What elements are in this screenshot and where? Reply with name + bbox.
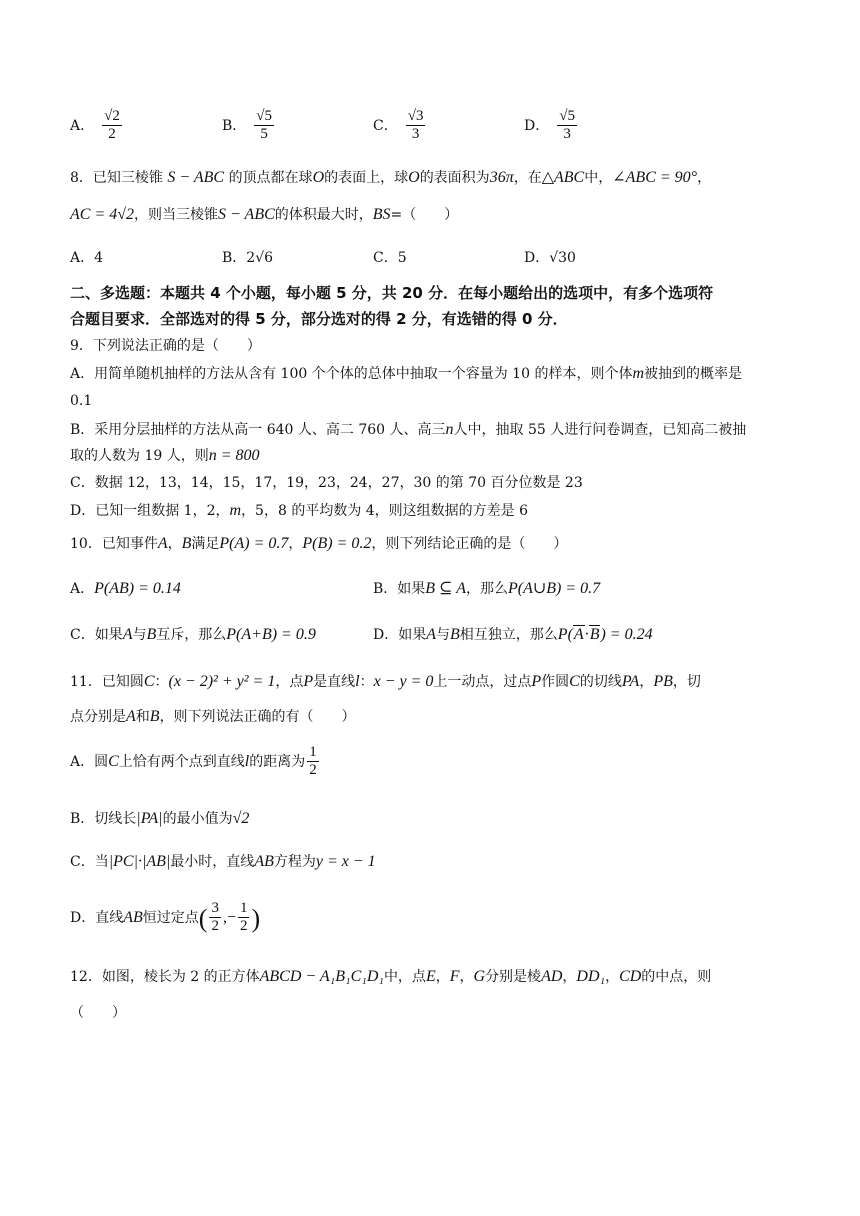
q11-text: ，则下列说法正确的有（ ）: [159, 709, 356, 725]
q7-option-c-denominator: 3: [411, 126, 420, 143]
q10-text: B．如果: [373, 581, 426, 597]
q9-math: m: [632, 365, 645, 382]
q11-option-d-separator: ,−: [222, 908, 236, 926]
q8-text: ，: [697, 170, 712, 186]
q10-stem: [70, 534, 567, 555]
q10-text: ，则下列结论正确的是（ ）: [371, 536, 568, 552]
q7-option-d-label: D．: [524, 117, 550, 134]
q11-text: ：: [154, 674, 169, 690]
q8-math: S − ABC: [218, 206, 275, 223]
q9-math: n = 800: [208, 447, 260, 464]
q12-text: 分别是棱: [485, 969, 542, 985]
q11-math: PB: [653, 673, 673, 690]
q12-math: E: [425, 968, 436, 985]
q11-option-d-denominator-1: 2: [211, 918, 219, 935]
q10-text: 与: [132, 627, 147, 643]
q11-math: C: [108, 752, 119, 770]
q12-text: ，: [435, 969, 450, 985]
q11-text: ，点: [275, 674, 304, 690]
q7-option-a-denominator: 2: [108, 126, 116, 143]
q12-math: F: [449, 968, 460, 985]
q11-math: l: [244, 752, 250, 770]
q10-math: P(A+B) = 0.9: [226, 626, 316, 643]
q10-math-complement: A: [573, 626, 584, 643]
q10-math-complement: B: [589, 626, 600, 643]
q11-math: P: [303, 673, 314, 690]
q10-option-d: [373, 624, 653, 644]
q11-text: 作圆: [541, 674, 570, 690]
q8-text: 已知三棱锥: [92, 170, 163, 186]
section2-heading-line2: 合题目要求．全部选对的得 5 分，部分选对的得 2 分，有选错的得 0 分．: [70, 310, 568, 328]
q11-text: ：: [359, 674, 374, 690]
q8-math: O: [312, 169, 325, 186]
section2-heading-line1: 二、多选题：本题共 4 个小题，每小题 5 分，共 20 分．在每小题给出的选项中，有多个选项符: [70, 284, 714, 302]
q9-option-b-line1: [70, 420, 746, 441]
q11-option-b: [70, 809, 249, 830]
q8-text: ，在: [513, 170, 542, 186]
q11-text: ，切: [672, 674, 701, 690]
q7-option-a-numerator: √2: [102, 108, 122, 126]
q8-math: △ABC: [541, 169, 585, 186]
q11-math: |PC|·|AB|: [108, 853, 171, 870]
q11-math: l: [355, 673, 360, 690]
q11-text: B．切线长: [70, 811, 137, 827]
q9-text: 被抽到的概率是: [644, 366, 743, 382]
q8-stem-line1: [70, 168, 711, 189]
q11-math: C: [569, 673, 580, 690]
q9-stem: 9．下列说法正确的是（ ）: [70, 338, 261, 354]
q11-math: AB: [123, 908, 143, 926]
q10-text: 相互独立，那么: [459, 627, 558, 643]
q11-math: x − y = 0: [373, 673, 434, 690]
q8-number: 8．: [70, 170, 93, 186]
q11-option-d-numerator-1: 3: [209, 900, 221, 918]
q11-text: 的最小值为: [162, 811, 233, 827]
q11-text: 11．已知圆: [70, 674, 144, 690]
q9-option-b-line2: [70, 446, 260, 467]
q8-text: 的体积最大时，: [274, 207, 373, 223]
q8-math: AC = 4√2: [70, 206, 135, 223]
q7-option-a-label: A．: [70, 117, 95, 134]
q10-text: C．如果: [70, 627, 123, 643]
q11-option-d-fraction-1: [209, 900, 221, 936]
q11-option-d-fraction-2: [238, 900, 250, 936]
q11-text: 点分别是: [70, 709, 126, 725]
q10-option-a: [70, 578, 181, 598]
q7-option-d-numerator: √5: [557, 108, 577, 126]
q9-option-c: C．数据 12，13，14，15，17，19，23，24，27，30 的第 70 百分位数是 23: [70, 475, 583, 491]
q7-option-b: [222, 108, 276, 144]
q7-option-c-numerator: √3: [406, 108, 426, 126]
q9-option-a-line2: 0.1: [70, 393, 93, 409]
q7-option-c-label: C．: [373, 117, 398, 134]
q8-option-a: A．4: [70, 250, 104, 266]
q10-math: B: [181, 535, 192, 552]
q7-option-b-label: B．: [222, 117, 247, 134]
q7-option-d-fraction: [557, 108, 577, 144]
q8-text: 的表面上，球: [324, 170, 409, 186]
q11-option-a-fraction: [307, 744, 319, 780]
q10-option-b: [373, 578, 600, 598]
q7-option-b-numerator: √5: [254, 108, 274, 126]
q7-option-d: [524, 108, 579, 144]
q10-option-a-math: P(AB) = 0.14: [94, 580, 181, 597]
q10-text: 与: [436, 627, 451, 643]
q11-text: 最小时，直线: [170, 854, 255, 870]
q11-math: √2: [232, 810, 250, 827]
q10-math: P(A) = 0.7: [219, 535, 289, 552]
q10-math: P(B) = 0.2: [302, 535, 372, 552]
q11-option-d: [70, 900, 260, 936]
q11-option-c: [70, 852, 376, 873]
q8-math: O: [408, 169, 420, 186]
q10-math: P(: [557, 626, 573, 643]
q10-math: ·: [584, 626, 589, 643]
q11-text: 上恰有两个点到直线: [118, 753, 245, 770]
q9-math: m: [229, 502, 242, 519]
q11-math: PA: [621, 673, 640, 690]
q11-math: B: [149, 708, 160, 725]
q9-text: ，5，8 的平均数为 4，则这组数据的方差是 6: [241, 503, 529, 519]
q11-option-d-numerator-2: 1: [238, 900, 250, 918]
q10-math: B: [146, 626, 157, 643]
q11-math: AB: [254, 853, 274, 870]
q8-text: ，则当三棱锥: [134, 207, 219, 223]
q11-option-d-denominator-2: 2: [239, 918, 248, 935]
q7-option-c-fraction: [406, 108, 426, 144]
q11-math: C: [143, 673, 155, 690]
q11-text: 恒过定点: [142, 909, 199, 926]
q11-stem-line1: [70, 672, 701, 693]
q11-option-a-numerator: 1: [307, 744, 319, 762]
q9-option-a-line1: [70, 364, 742, 385]
q7-option-b-denominator: 5: [260, 126, 268, 143]
q10-math: A: [122, 626, 133, 643]
q8-stem-line2: [70, 205, 458, 226]
q9-math: n: [445, 421, 454, 438]
q11-text: 是直线: [313, 674, 356, 690]
q7-option-d-denominator: 3: [563, 126, 571, 143]
q7-option-c: [373, 108, 427, 144]
q10-text: ，: [288, 536, 303, 552]
q10-text: D．如果: [373, 627, 427, 643]
q11-option-a-denominator: 2: [309, 762, 317, 779]
q11-text: 的切线: [579, 674, 622, 690]
q8-math: BS: [372, 206, 391, 223]
q9-text: A．用简单随机抽样的方法从含有 100 个个体的总体中抽取一个容量为 10 的样本，则个体: [70, 366, 633, 382]
q12-text: ，: [605, 969, 620, 985]
q8-option-c: C．5: [373, 250, 407, 266]
q10-math: B ⊆ A: [425, 580, 466, 597]
q11-text: 上一动点，过点: [433, 674, 532, 690]
q12-text: 的中点，则: [641, 969, 712, 985]
q10-text: 10．已知事件: [70, 536, 158, 552]
q10-option-c: [70, 624, 316, 644]
q8-text: 的表面积为: [419, 170, 490, 186]
q11-option-d-left-paren: (: [198, 903, 208, 933]
q12-math: AD: [541, 968, 563, 985]
q11-text: 和: [135, 709, 150, 725]
q9-text: 人中，抽取 55 人进行问卷调查，已知高二被抽: [453, 422, 747, 438]
q8-math: 36π: [489, 169, 514, 186]
q11-text: D．直线: [70, 909, 124, 926]
q9-option-d: [70, 501, 528, 522]
q12-math: DD₁: [576, 968, 606, 985]
q8-math: S − ABC: [167, 169, 225, 186]
q10-math: P(A∪B) = 0.7: [507, 580, 601, 597]
q10-text: 满足: [191, 536, 220, 552]
q11-text: A．圆: [70, 753, 109, 770]
q11-option-d-right-paren: ): [251, 903, 261, 933]
q12-math: CD: [619, 968, 642, 985]
q11-stem-line2: [70, 707, 356, 728]
q9-text: 取的人数为 19 人，则: [70, 448, 209, 464]
q11-math: (x − 2)² + y² = 1: [168, 673, 276, 690]
q10-text: ，: [167, 536, 182, 552]
q12-text: ，: [562, 969, 577, 985]
q8-text: 的顶点都在球: [228, 170, 313, 186]
q9-text: B．采用分层抽样的方法从高一 640 人、高二 760 人、高三: [70, 422, 446, 438]
q11-math: P: [531, 673, 542, 690]
q11-text: 方程为: [273, 854, 316, 870]
q7-option-b-fraction: [254, 108, 274, 144]
q12-stem-line2: （ ）: [70, 1005, 126, 1021]
q11-math: y = x − 1: [315, 853, 376, 870]
q11-math: |PA|: [136, 810, 163, 827]
q8-option-d: D．√30: [524, 250, 576, 266]
q10-text: 互斥，那么: [156, 627, 227, 643]
q11-text: 的距离为: [249, 753, 306, 770]
q12-math: ABCD − A₁B₁C₁D₁: [259, 968, 384, 985]
q10-option-a-label: A．: [70, 581, 95, 597]
q7-option-a-fraction: [102, 108, 122, 144]
q7-option-a: [70, 108, 124, 144]
q8-text: 中，: [584, 170, 613, 186]
q8-math: ∠ABC = 90°: [612, 169, 698, 186]
q11-math: A: [126, 708, 136, 725]
q10-math: ) = 0.24: [600, 626, 653, 643]
q11-text: ，: [639, 674, 654, 690]
q12-stem-line1: [70, 967, 711, 988]
q11-option-a: [70, 744, 321, 780]
q9-text: D．已知一组数据 1，2，: [70, 503, 230, 519]
q10-math: A: [157, 535, 168, 552]
q12-math: G: [473, 968, 486, 985]
q11-text: C．当: [70, 854, 109, 870]
q12-text: ，: [459, 969, 474, 985]
q10-text: ，那么: [465, 581, 508, 597]
q10-math: A: [426, 626, 437, 643]
q8-text: =（ ）: [390, 207, 459, 223]
q12-text: 中，点: [383, 969, 426, 985]
q10-math: B: [450, 626, 460, 643]
q8-option-b: B．2√6: [222, 250, 274, 266]
q12-text: 12．如图，棱长为 2 的正方体: [70, 969, 260, 985]
